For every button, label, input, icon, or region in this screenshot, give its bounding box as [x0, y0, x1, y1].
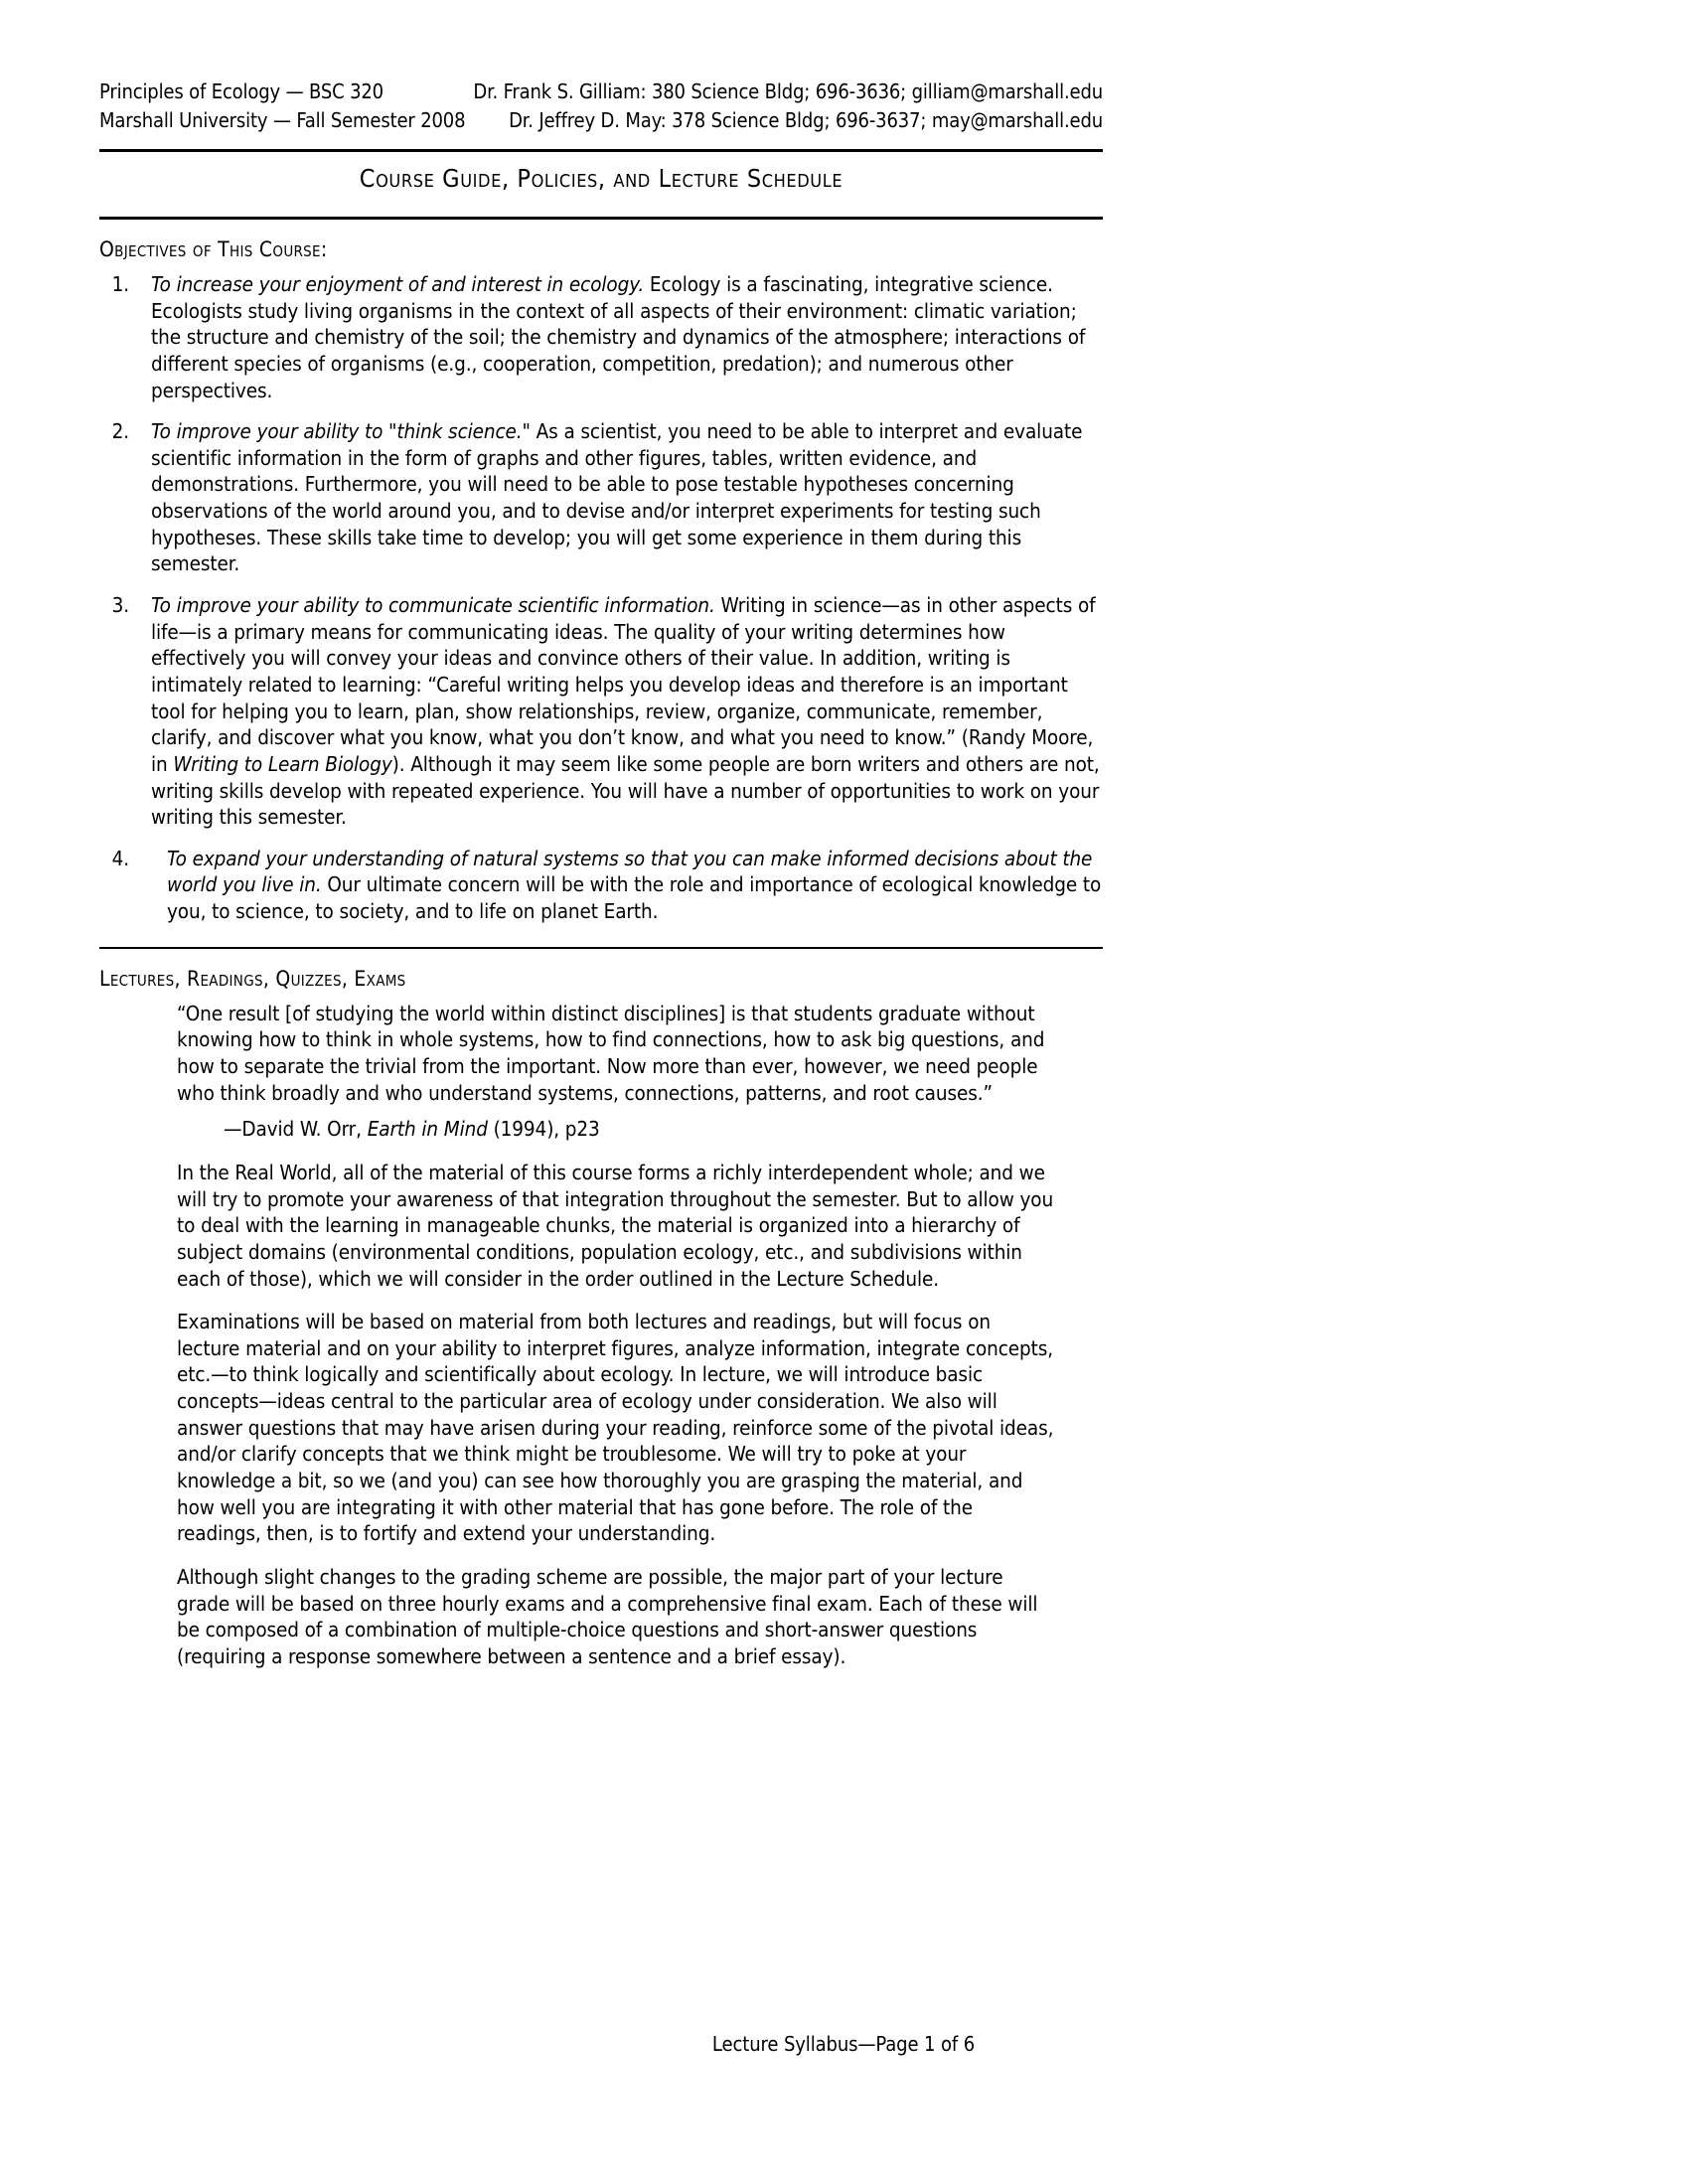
objective-leadin-1: To increase your enjoyment of and interest in ecology. — [151, 272, 645, 296]
header-course-info — [99, 78, 465, 135]
header-university-term: Marshall University — Fall Semester 2008 — [99, 108, 466, 132]
objectives-divider-wrap — [99, 947, 1103, 949]
objective-leadin-3: To improve your ability to communicate scientific information. — [151, 593, 715, 618]
objective-body-4 — [167, 846, 1103, 925]
objective-item-1 — [99, 271, 1103, 403]
lectures-paragraph-2: Examinations will be based on material from both lectures and readings, but will focus on lecture material and on your ability to interpret figures, analyze information, integrate concepts, etc.—to think logically and scientifically about ecology. In lecture, we will introduce basic concepts—ideas central to the particular area of ecology under consideration. We also will answer questions that may have arisen during your reading, reinforce some of the pivotal ideas, and/or clarify concepts that we think might be troublesome. We will try to poke at your knowledge a bit, so we (and you) can see how thoroughly you are grasping the material, and how well you are integrating it with other material that has gone before. The role of the readings, then, is to fortify and extend your understanding. — [177, 1310, 1054, 1546]
objectives-list — [99, 271, 1103, 925]
lectures-paragraph-1: In the Real World, all of the material of this course forms a richly interdependent whole; and we will try to promote your awareness of that integration throughout the semester. But to allow you to deal with the learning in manageable chunks, the material is organized into a hierarchy of subject domains (environmental conditions, population ecology, etc., and subdivisions within each of those), which we will consider in the order outlined in the Lecture Schedule. — [177, 1160, 1054, 1291]
objective-number-4: 4. — [111, 846, 129, 870]
objective-leadin-2: To improve your ability to "think science." — [151, 419, 531, 444]
header-instructor-info — [473, 78, 1103, 135]
lectures-heading: Lectures, Readings, Quizzes, Exams — [99, 966, 406, 991]
page-footer: Lecture Syllabus—Page 1 of 6 — [711, 2032, 976, 2056]
page-title: Course Guide, Policies, and Lecture Schedule — [359, 164, 844, 193]
objective-text-4: Our ultimate concern will be with the role and importance of ecological knowledge to you, to science, to society, and to life on planet Earth. — [167, 872, 1102, 924]
objective-text-3-part2: ). Although it may seem like some people are born writers and others are not, writing skills develop with repeated experience. You will have a number of opportunities to work on your writing this semester. — [151, 751, 1100, 830]
objective-item-2 — [99, 418, 1103, 577]
lectures-body — [99, 1001, 1103, 1670]
objective-item-3 — [99, 592, 1103, 831]
header-course-title: Principles of Ecology — BSC 320 — [99, 79, 383, 103]
objective-text-3-part1: Writing in science—as in other aspects of life—is a primary means for communicating ideas. The quality of your writing determines how effectively you will convey your ideas and convince others of their value. In addition, writing is intimately related to learning: “Careful writing helps you develop ideas and therefore is an important tool for helping you to learn, plan, show relationships, review, organize, communicate, remember, clarify, and discover what you know, what you don’t know, and what you need to know.” (Randy Moore, in — [151, 593, 1096, 776]
citation-year-page: (1994), p23 — [487, 1117, 600, 1142]
orr-quote: “One result [of studying the world within distinct disciplines] is that students graduate without knowing how to think in whole systems, how to find connections, how to ask big questions, and how to separate the trivial from the important. Now more than ever, however, we need people who think broadly and who understand systems, connections, patterns, and root causes.” — [177, 1001, 1045, 1105]
objectives-divider — [99, 947, 1103, 949]
document-content — [99, 78, 1103, 1669]
header-instructor-may: Dr. Jeffrey D. May: 378 Science Bldg; 696-3637; may@marshall.edu — [509, 108, 1103, 132]
objective-body-1 — [151, 271, 1103, 403]
objective-number-1: 1. — [111, 272, 129, 296]
objective-item-4 — [99, 846, 1103, 925]
objectives-heading: Objectives of This Course: — [99, 237, 328, 261]
document-header — [99, 78, 1103, 135]
header-instructor-gilliam: Dr. Frank S. Gilliam: 380 Science Bldg; 696-3636; gilliam@marshall.edu — [473, 79, 1103, 103]
citation-book-title: Earth in Mind — [367, 1117, 488, 1142]
objective-leadin-4: To expand your understanding of natural systems so that you can make informed decisions about the world you live in. — [167, 846, 1093, 897]
book-title-writing-to-learn-biology: Writing to Learn Biology — [173, 751, 392, 776]
objective-body-3 — [151, 592, 1103, 831]
objective-text-1: Ecology is a fascinating, integrative science. Ecologists study living organisms in the context of all aspects of their environment: climatic variation; the structure and chemistry of the soil; the chemistry and dynamics of the atmosphere; interactions of different species of organisms (e.g., cooperation, competition, predation); and numerous other perspectives. — [151, 272, 1086, 402]
objective-text-2: As a scientist, you need to be able to interpret and evaluate scientific information in the form of graphs and other figures, tables, written evidence, and demonstrations. Furthermore, you will need to be able to pose testable hypotheses concerning observations of the world around you, and to devise and/or interpret experiments for testing such hypotheses. These skills take time to develop; you will get some experience in them during this semester. — [151, 419, 1083, 576]
orr-citation — [224, 1116, 1103, 1143]
objective-body-2 — [151, 418, 1103, 577]
objective-number-3: 3. — [111, 593, 129, 618]
lectures-paragraph-3: Although slight changes to the grading scheme are possible, the major part of your lecture grade will be based on three hourly exams and a comprehensive final exam. Each of these will be composed of a combination of multiple-choice questions and short-answer questions (requiring a response somewhere between a sentence and a brief essay). — [177, 1564, 1038, 1668]
citation-author: —David W. Orr, — [224, 1117, 368, 1142]
objective-number-2: 2. — [111, 419, 129, 444]
title-divider-bottom — [99, 217, 1103, 220]
